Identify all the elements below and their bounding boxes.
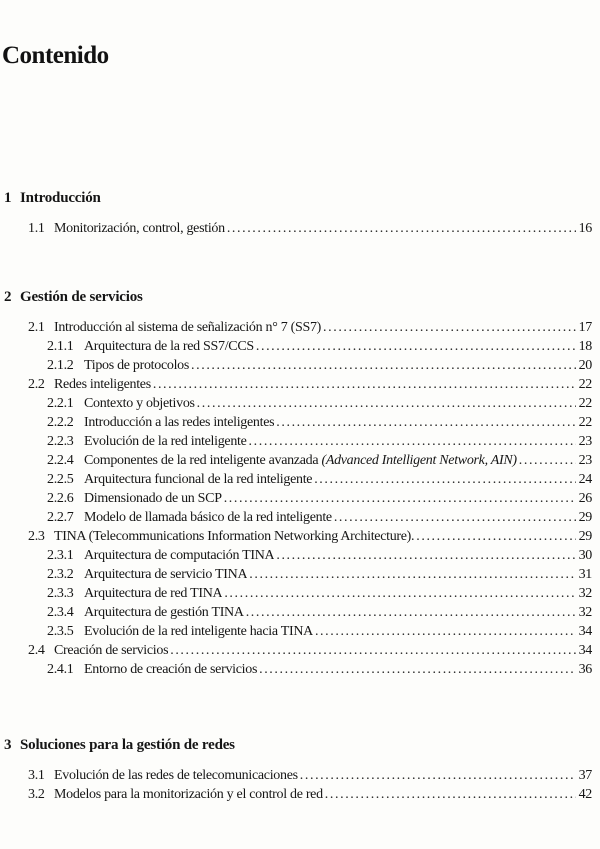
- section-heading: [4, 735, 592, 755]
- entry-title: [84, 470, 312, 489]
- entry-title-text: Arquitectura de gestión TINA: [84, 605, 244, 620]
- entry-number: 2.1: [28, 320, 45, 335]
- entry-number: 3.1: [28, 768, 45, 783]
- entry-number: 2.3: [28, 529, 45, 544]
- entry-title: [84, 337, 254, 356]
- entry-page-number: 26: [578, 491, 592, 506]
- toc-entry: [4, 766, 592, 785]
- toc-entry: [4, 337, 592, 356]
- entry-number: 2.4.1: [47, 662, 74, 677]
- entry-title-text: Modelo de llamada básico de la red inteligente: [84, 510, 332, 525]
- entry-title-text: Modelos para la monitorización y el control de red: [54, 787, 323, 802]
- toc-entry: [4, 641, 592, 660]
- toc-entry: [4, 622, 592, 641]
- entry-title-italic: (Advanced Intelligent Network, AIN): [321, 453, 517, 468]
- entry-number: 2.2: [28, 377, 45, 392]
- entry-title: [84, 508, 332, 527]
- toc-entry: [4, 489, 592, 508]
- entry-number: 2.2.7: [47, 510, 74, 525]
- dot-leader: [323, 785, 576, 804]
- entry-page-number: 34: [578, 624, 592, 639]
- entry-page-number: 34: [578, 643, 592, 658]
- entry-number: 2.3.2: [47, 567, 74, 582]
- toc-entry: [4, 356, 592, 375]
- dot-leader: [321, 318, 576, 337]
- toc-section: [0, 287, 600, 679]
- toc-entry: [4, 394, 592, 413]
- dot-leader: [225, 219, 576, 238]
- toc-entry: [4, 546, 592, 565]
- entry-title-text: Componentes de la red inteligente avanzada: [84, 453, 322, 468]
- entry-number: 2.2.6: [47, 491, 74, 506]
- entry-page-number: 20: [578, 358, 592, 373]
- section-title: Introducción: [20, 190, 101, 206]
- entry-number: 1.1: [28, 221, 45, 236]
- entry-number: 2.3.5: [47, 624, 74, 639]
- dot-leader: [517, 451, 576, 470]
- dot-leader: [247, 565, 576, 584]
- entry-title: [84, 584, 222, 603]
- entry-page-number: 32: [578, 586, 592, 601]
- dot-leader: [151, 375, 576, 394]
- dot-leader: [332, 508, 576, 527]
- section-heading: [4, 188, 592, 208]
- dot-leader: [254, 337, 576, 356]
- entry-page-number: 17: [578, 320, 592, 335]
- entry-title: [54, 766, 298, 785]
- entry-title-text: Monitorización, control, gestión: [54, 221, 225, 236]
- section-title: Soluciones para la gestión de redes: [20, 737, 235, 753]
- entry-page-number: 32: [578, 605, 592, 620]
- entry-number: 2.2.1: [47, 396, 74, 411]
- entry-title: [84, 565, 247, 584]
- entry-title: [84, 660, 257, 679]
- entry-page-number: 42: [578, 787, 592, 802]
- entry-title: [84, 603, 244, 622]
- entry-title-text: Evolución de la red inteligente hacia TINA: [84, 624, 313, 639]
- entry-number: 2.1.2: [47, 358, 74, 373]
- entry-number: 2.2.5: [47, 472, 74, 487]
- entry-page-number: 29: [578, 529, 592, 544]
- toc-entry: [4, 508, 592, 527]
- section-number: 2: [4, 289, 12, 305]
- toc-entry: [4, 318, 592, 337]
- section-heading: [4, 287, 592, 307]
- entry-number: 2.2.3: [47, 434, 74, 449]
- entry-title: [54, 785, 323, 804]
- entry-number: 2.4: [28, 643, 45, 658]
- entry-page-number: 23: [578, 434, 592, 449]
- entry-title: [84, 489, 222, 508]
- entry-title-text: Arquitectura de servicio TINA: [84, 567, 248, 582]
- entry-title-text: Redes inteligentes: [54, 377, 151, 392]
- section-entries: [4, 219, 592, 238]
- entry-page-number: 29: [578, 510, 592, 525]
- dot-leader: [313, 622, 576, 641]
- section-entries: [4, 318, 592, 679]
- entry-title: [54, 219, 225, 238]
- entry-title: [54, 318, 321, 337]
- entry-title: [54, 527, 414, 546]
- dot-leader: [168, 641, 576, 660]
- section-title: Gestión de servicios: [20, 289, 143, 305]
- entry-title-text: Contexto y objetivos: [84, 396, 195, 411]
- toc-section: [0, 735, 600, 804]
- dot-leader: [195, 394, 576, 413]
- dot-leader: [222, 584, 576, 603]
- dot-leader: [244, 603, 576, 622]
- toc-entry: [4, 413, 592, 432]
- toc-section: [0, 188, 600, 238]
- entry-title-text: Arquitectura de computación TINA: [84, 548, 275, 563]
- entry-number: 2.3.1: [47, 548, 74, 563]
- toc-entry: [4, 603, 592, 622]
- dot-leader: [257, 660, 576, 679]
- dot-leader: [312, 470, 576, 489]
- entry-title: [54, 641, 168, 660]
- entry-title: [84, 413, 274, 432]
- toc-entry: [4, 432, 592, 451]
- entry-title: [84, 451, 517, 470]
- entry-page-number: 18: [578, 339, 592, 354]
- entry-page-number: 30: [578, 548, 592, 563]
- entry-page-number: 23: [578, 453, 592, 468]
- entry-title-text: Dimensionado de un SCP: [84, 491, 222, 506]
- entry-number: 2.3.4: [47, 605, 74, 620]
- section-number: 3: [4, 737, 12, 753]
- dot-leader: [414, 527, 576, 546]
- entry-title-text: Introducción a las redes inteligentes: [84, 415, 275, 430]
- toc-entry: [4, 219, 592, 238]
- dot-leader: [222, 489, 576, 508]
- toc-entry: [4, 660, 592, 679]
- entry-title: [84, 622, 313, 641]
- dot-leader: [274, 413, 576, 432]
- entry-page-number: 22: [578, 396, 592, 411]
- toc-entry: [4, 470, 592, 489]
- entry-page-number: 22: [578, 415, 592, 430]
- entry-title-text: Creación de servicios: [54, 643, 169, 658]
- dot-leader: [298, 766, 576, 785]
- entry-title: [84, 394, 195, 413]
- entry-number: 3.2: [28, 787, 45, 802]
- entry-page-number: 16: [578, 221, 592, 236]
- dot-leader: [189, 356, 576, 375]
- section-entries: [4, 766, 592, 804]
- entry-page-number: 37: [578, 768, 592, 783]
- page-title: Contenido: [2, 42, 109, 69]
- entry-title-text: Tipos de protocolos: [84, 358, 190, 373]
- entry-page-number: 36: [578, 662, 592, 677]
- entry-title-text: Evolución de la red inteligente: [84, 434, 247, 449]
- entry-title: [54, 375, 151, 394]
- entry-title-text: Arquitectura de red TINA: [84, 586, 223, 601]
- entry-number: 2.3.3: [47, 586, 74, 601]
- entry-title: [84, 356, 189, 375]
- toc-entry: [4, 565, 592, 584]
- entry-title-text: Introducción al sistema de señalización n° 7 (SS7): [54, 320, 322, 335]
- toc-entry: [4, 451, 592, 470]
- entry-title-text: Evolución de las redes de telecomunicaciones: [54, 768, 298, 783]
- entry-title: [84, 546, 274, 565]
- entry-number: 2.2.4: [47, 453, 74, 468]
- dot-leader: [274, 546, 576, 565]
- entry-title: [84, 432, 247, 451]
- toc-entry: [4, 375, 592, 394]
- entry-title-text: TINA (Telecommunications Information Networking Architecture).: [54, 529, 415, 544]
- entry-page-number: 31: [578, 567, 592, 582]
- toc-entry: [4, 584, 592, 603]
- entry-page-number: 24: [578, 472, 592, 487]
- section-number: 1: [4, 190, 12, 206]
- toc-entry: [4, 785, 592, 804]
- toc-entry: [4, 527, 592, 546]
- entry-number: 2.1.1: [47, 339, 74, 354]
- entry-title-text: Arquitectura de la red SS7/CCS: [84, 339, 254, 354]
- entry-number: 2.2.2: [47, 415, 74, 430]
- entry-title-text: Arquitectura funcional de la red inteligente: [84, 472, 313, 487]
- entry-title-text: Entorno de creación de servicios: [84, 662, 258, 677]
- entry-page-number: 22: [578, 377, 592, 392]
- dot-leader: [247, 432, 576, 451]
